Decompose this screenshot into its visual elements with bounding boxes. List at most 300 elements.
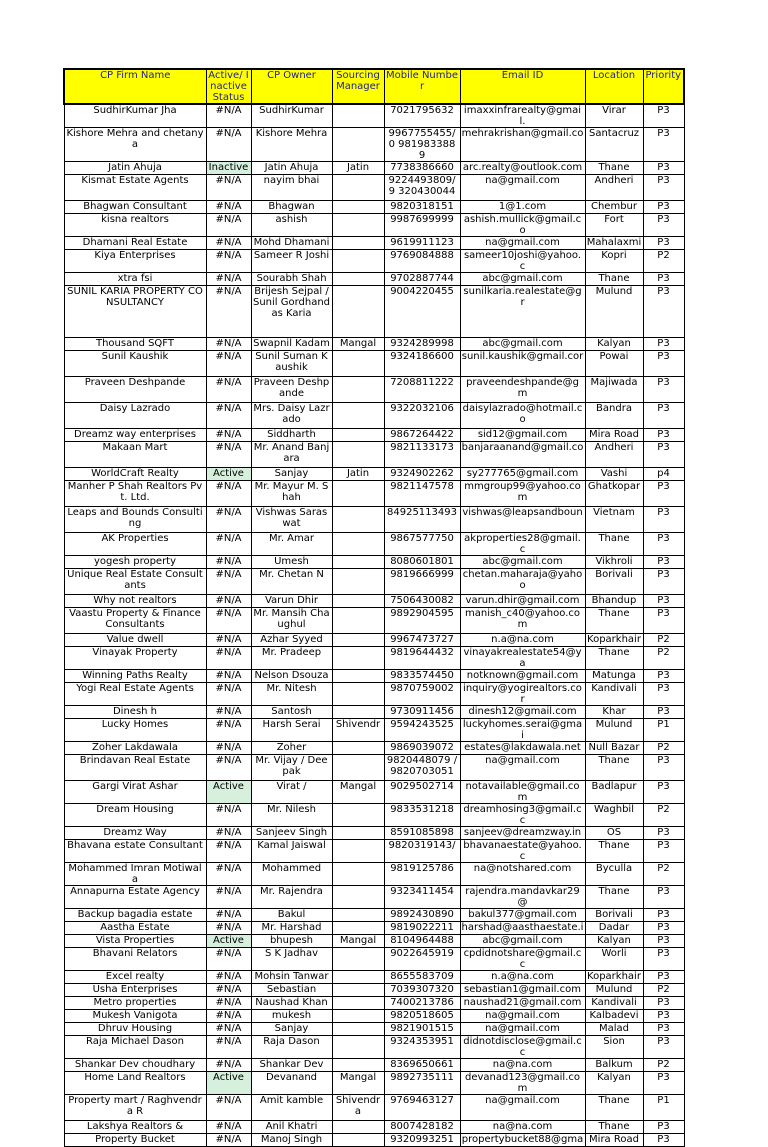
cell-priority: P2 xyxy=(643,250,684,273)
cell-priority: P3 xyxy=(643,608,684,634)
cell-location: Vikhroli xyxy=(585,556,643,569)
cell-sourcing-manager xyxy=(332,175,384,201)
cell-location: Vashi xyxy=(585,468,643,481)
cell-firm-name: Annapurna Estate Agency xyxy=(64,886,206,909)
cell-firm-name: Gargi Virat Ashar xyxy=(64,781,206,804)
cell-email: ashish.mullick@gmail.co xyxy=(460,214,585,237)
cell-owner: Virat / xyxy=(251,781,332,804)
cell-owner: Sunil Suman Kaushik xyxy=(251,351,332,377)
table-row xyxy=(64,595,684,608)
cell-firm-name: Jatin Ahuja xyxy=(64,162,206,175)
cell-status: #N/A xyxy=(206,1134,251,1147)
cell-firm-name: SudhirKumar Jha xyxy=(64,104,206,128)
cell-status: #N/A xyxy=(206,706,251,719)
cell-priority: P3 xyxy=(643,569,684,595)
cell-priority: P3 xyxy=(643,948,684,971)
cell-status: #N/A xyxy=(206,827,251,840)
cell-owner: Nelson Dsouza xyxy=(251,670,332,683)
cell-mobile: 9819022211 xyxy=(384,922,460,935)
table-row xyxy=(64,935,684,948)
cell-sourcing-manager xyxy=(332,886,384,909)
cell-mobile: 9702887744 xyxy=(384,273,460,286)
cell-location: Byculla xyxy=(585,863,643,886)
table-row xyxy=(64,429,684,442)
cell-owner: Santosh xyxy=(251,706,332,719)
cell-owner: S K Jadhav xyxy=(251,948,332,971)
cell-priority: P3 xyxy=(643,886,684,909)
cell-location: Thane xyxy=(585,647,643,670)
cell-firm-name: Daisy Lazrado xyxy=(64,403,206,429)
cell-firm-name: xtra fsi xyxy=(64,273,206,286)
cell-mobile: 9224493809/9 320430044 xyxy=(384,175,460,201)
cell-location: Santacruz xyxy=(585,128,643,162)
cell-status: #N/A xyxy=(206,886,251,909)
cell-location: Mahalaxmi xyxy=(586,237,642,248)
cell-firm-name: Unique Real Estate Consultants xyxy=(64,569,206,595)
cell-email: dreamhosing3@gmail.cc xyxy=(460,804,585,827)
cell-firm-name: Bhavana estate Consultant xyxy=(64,840,206,863)
table-row xyxy=(64,273,684,286)
cell-sourcing-manager: Jatin xyxy=(332,162,384,175)
cell-status: #N/A xyxy=(206,175,251,201)
cell-firm-name: Vinayak Property xyxy=(64,647,206,670)
cell-priority: P3 xyxy=(643,755,684,781)
cell-firm-name: Vista Properties xyxy=(64,935,206,948)
cell-priority: P3 xyxy=(643,1036,684,1059)
cell-sourcing-manager xyxy=(332,804,384,827)
cell-priority: P3 xyxy=(643,128,684,162)
cell-location: Vietnam xyxy=(585,507,643,533)
cell-email: sy277765@gmail.com xyxy=(460,468,585,481)
cell-sourcing-manager xyxy=(332,128,384,162)
cell-status: #N/A xyxy=(206,1059,251,1072)
cell-firm-name: Value dwell xyxy=(64,634,206,647)
cell-owner: Kamal Jaiswal xyxy=(251,840,332,863)
cell-status: #N/A xyxy=(206,377,251,403)
cell-location: Koparkhair xyxy=(585,971,643,984)
cell-status: #N/A xyxy=(206,1023,251,1036)
cell-owner: Sanjay xyxy=(251,1023,332,1036)
cell-firm-name: Vaastu Property & Finance Consultants xyxy=(64,608,206,634)
cell-priority: P3 xyxy=(643,201,684,214)
cell-owner: mukesh xyxy=(251,1010,332,1023)
cell-mobile: 8104964488 xyxy=(384,935,460,948)
cell-mobile: 7208811222 xyxy=(384,377,460,403)
cell-mobile: 9022645919 xyxy=(384,948,460,971)
cell-mobile: 9967755455/0 9819833889 xyxy=(384,128,460,162)
cell-status: #N/A xyxy=(206,909,251,922)
cell-firm-name: Dhamani Real Estate xyxy=(64,237,206,250)
cell-owner: Manoj Singh xyxy=(251,1134,332,1147)
cell-firm-name: Mohammed Imran Motiwala xyxy=(64,863,206,886)
cell-status: #N/A xyxy=(206,442,251,468)
table-row xyxy=(64,1023,684,1036)
cell-mobile: 9769463127 xyxy=(384,1095,460,1121)
table-row xyxy=(64,1010,684,1023)
cell-status: Active xyxy=(206,1072,251,1095)
cell-owner: bhupesh xyxy=(251,935,332,948)
cell-priority: P2 xyxy=(643,984,684,997)
cell-firm-name: Makaan Mart xyxy=(64,442,206,468)
cell-status: #N/A xyxy=(206,863,251,886)
cell-location: Fort xyxy=(585,214,643,237)
cell-priority: p4 xyxy=(643,468,684,481)
cell-owner: Jatin Ahuja xyxy=(251,162,332,175)
cell-location: Kalyan xyxy=(585,338,643,351)
cell-mobile: 7506430082 xyxy=(384,595,460,608)
cell-email: dinesh12@gmail.com xyxy=(460,706,585,719)
cell-status: #N/A xyxy=(206,273,251,286)
cell-email: propertybucket88@gma xyxy=(461,1134,584,1145)
cell-firm-name: Kishore Mehra and chetanya xyxy=(64,128,206,162)
table-row xyxy=(64,886,684,909)
cell-status: #N/A xyxy=(206,214,251,237)
cell-firm-name: Leaps and Bounds Consulting xyxy=(64,507,206,533)
table-row xyxy=(64,1134,684,1147)
cell-status: #N/A xyxy=(206,569,251,595)
cell-status: #N/A xyxy=(206,1095,251,1121)
cell-status: #N/A xyxy=(206,683,251,706)
cell-location: Kalbadevi xyxy=(585,1010,643,1023)
cell-owner: Mr. Anand Banjara xyxy=(251,442,332,468)
cell-owner: Sameer R Joshi xyxy=(251,250,332,273)
cell-firm-name: Dream Housing xyxy=(64,804,206,827)
cell-location: Bhandup xyxy=(585,595,643,608)
cell-location: Borivali xyxy=(585,909,643,922)
cell-sourcing-manager xyxy=(332,507,384,533)
cell-priority: P3 xyxy=(643,971,684,984)
cell-mobile: 9820448079 / 9820703051 xyxy=(384,755,460,781)
cell-mobile: 9833531218 xyxy=(384,804,460,827)
cell-sourcing-manager xyxy=(332,442,384,468)
cell-email: rajendra.mandavkar29@ xyxy=(460,886,585,909)
cell-status: #N/A xyxy=(206,201,251,214)
table-row xyxy=(64,403,684,429)
cell-firm-name: WorldCraft Realty xyxy=(64,468,206,481)
cell-location: Virar xyxy=(585,104,643,128)
cell-owner: Sourabh Shah xyxy=(251,273,332,286)
cell-email: varun.dhir@gmail.com xyxy=(460,595,585,608)
cell-firm-name: Thousand SQFT xyxy=(64,338,206,351)
cell-status: #N/A xyxy=(206,997,251,1010)
cell-email: na@gmail.com xyxy=(460,1010,585,1023)
cell-location: Thane xyxy=(585,1095,643,1121)
cell-email: harshad@aasthaestate.i xyxy=(461,922,584,933)
cell-firm-name: Why not realtors xyxy=(64,595,206,608)
cell-owner: Mr. Mansih Chaughul xyxy=(251,608,332,634)
cell-firm-name: Shankar Dev choudhary xyxy=(64,1059,206,1072)
cell-location: Thane xyxy=(585,273,643,286)
cell-firm-name: Praveen Deshpande xyxy=(64,377,206,403)
cp-firm-table xyxy=(63,68,685,1147)
cell-firm-name: Dreamz way enterprises xyxy=(64,429,206,442)
cell-location: Thane xyxy=(585,1121,643,1134)
cell-priority: P3 xyxy=(643,237,684,250)
cell-location: Khar xyxy=(585,706,643,719)
cell-location: Balkum xyxy=(585,1059,643,1072)
cell-email: na@gmail.com xyxy=(460,1023,585,1036)
cell-mobile: 8655583709 xyxy=(384,971,460,984)
cell-status: Active xyxy=(206,781,251,804)
cell-firm-name: Aastha Estate xyxy=(64,922,206,935)
cell-email: mehrakrishan@gmail.co xyxy=(460,128,585,162)
cell-sourcing-manager xyxy=(332,556,384,569)
cell-email: notknown@gmail.com xyxy=(460,670,585,683)
cell-priority: P3 xyxy=(643,286,684,338)
cell-location: Kandivali xyxy=(585,997,643,1010)
cell-location: OS xyxy=(585,827,643,840)
cell-email: vishwas@leapsandboun xyxy=(460,507,585,533)
table-row xyxy=(64,755,684,781)
cell-mobile: 9820518605 xyxy=(384,1010,460,1023)
cell-sourcing-manager: Shivendr a xyxy=(332,1095,384,1121)
header-priority: Priority xyxy=(643,69,684,104)
table-row xyxy=(64,827,684,840)
cell-priority: P3 xyxy=(643,1023,684,1036)
cell-mobile: 7039307320 xyxy=(384,984,460,997)
cell-mobile: 9320993251 xyxy=(384,1134,460,1147)
cell-owner: Sanjay xyxy=(251,468,332,481)
cell-owner: Mr. Pradeep xyxy=(251,647,332,670)
cell-priority: P3 xyxy=(643,935,684,948)
header-cp-firm-name: CP Firm Name xyxy=(64,69,206,104)
cell-owner: Varun Dhir xyxy=(251,595,332,608)
cell-email: akproperties28@gmail.c xyxy=(460,533,585,556)
cell-status: #N/A xyxy=(206,984,251,997)
cell-firm-name: Backup bagadia estate xyxy=(64,909,206,922)
cell-location: Chembur xyxy=(585,201,643,214)
cell-sourcing-manager xyxy=(332,201,384,214)
cell-mobile: 9867264422 xyxy=(384,429,460,442)
cell-email: arc.realty@outlook.com xyxy=(460,162,585,175)
table-row xyxy=(64,286,684,338)
cell-priority: P3 xyxy=(643,670,684,683)
cell-mobile: 9821147578 xyxy=(384,481,460,507)
cell-location: Badlapur xyxy=(585,781,643,804)
cell-email: sid12@gmail.com xyxy=(460,429,585,442)
cell-firm-name: Home Land Realtors xyxy=(64,1072,206,1095)
cell-location: Mulund xyxy=(585,719,643,742)
cell-priority: P3 xyxy=(643,273,684,286)
cell-mobile: 9619911123 xyxy=(384,237,460,250)
table-row xyxy=(64,250,684,273)
cell-sourcing-manager xyxy=(332,403,384,429)
cell-status: #N/A xyxy=(206,250,251,273)
cell-sourcing-manager xyxy=(332,755,384,781)
cell-email: na@gmail.com xyxy=(460,175,585,201)
cell-location: Thane xyxy=(585,886,643,909)
cell-status: #N/A xyxy=(206,719,251,742)
cell-status: #N/A xyxy=(206,1010,251,1023)
cell-mobile: 9821901515 xyxy=(384,1023,460,1036)
cell-status: #N/A xyxy=(206,608,251,634)
cell-mobile: 9029502714 xyxy=(384,781,460,804)
header-mobile-number: Mobile Number xyxy=(384,69,460,104)
cell-location: Mulund xyxy=(585,286,643,338)
cell-owner: Shankar Dev xyxy=(251,1059,332,1072)
cell-firm-name: SUNIL KARIA PROPERTY CONSULTANCY xyxy=(64,286,206,338)
cell-location: Thane xyxy=(585,755,643,781)
cell-priority: P3 xyxy=(643,507,684,533)
table-row xyxy=(64,863,684,886)
cell-firm-name: Lakshya Realtors & xyxy=(64,1121,206,1134)
cell-owner: Azhar Syyed xyxy=(251,634,332,647)
cell-sourcing-manager xyxy=(332,909,384,922)
cell-priority: P3 xyxy=(643,533,684,556)
cell-location: Thane xyxy=(585,162,643,175)
cell-firm-name: Dhruv Housing xyxy=(64,1023,206,1036)
table-row xyxy=(64,683,684,706)
cell-email: banjaraanand@gmail.co xyxy=(460,442,585,468)
cell-sourcing-manager xyxy=(332,971,384,984)
cell-location: Majiwada xyxy=(585,377,643,403)
cell-email: cpdidnotshare@gmail.cc xyxy=(460,948,585,971)
table-row xyxy=(64,647,684,670)
cell-owner: Umesh xyxy=(251,556,332,569)
cell-email: na@gmail.com xyxy=(460,237,585,250)
cell-status: #N/A xyxy=(206,104,251,128)
table-row xyxy=(64,468,684,481)
cell-mobile: 9730911456 xyxy=(384,706,460,719)
cell-sourcing-manager xyxy=(332,1121,384,1134)
table-row xyxy=(64,670,684,683)
table-row xyxy=(64,377,684,403)
cell-location: Sion xyxy=(585,1036,643,1059)
cell-location: Dadar xyxy=(585,922,643,935)
cell-status: #N/A xyxy=(206,647,251,670)
cell-location: Ghatkopar xyxy=(585,481,643,507)
cell-priority: P3 xyxy=(643,683,684,706)
cell-location: Mira Road xyxy=(585,1134,643,1147)
cell-sourcing-manager xyxy=(332,569,384,595)
cell-owner: Mr. Mayur M. Shah xyxy=(251,481,332,507)
cell-location: Matunga xyxy=(585,670,643,683)
cell-location: Null Bazar xyxy=(585,742,643,755)
cell-priority: P3 xyxy=(643,997,684,1010)
cell-firm-name: Lucky Homes xyxy=(64,719,206,742)
header-email-id: Email ID xyxy=(460,69,585,104)
cell-priority: P2 xyxy=(643,742,684,755)
cell-owner: Mr. Nilesh xyxy=(251,804,332,827)
cell-sourcing-manager xyxy=(332,250,384,273)
cell-firm-name: Kismat Estate Agents xyxy=(64,175,206,201)
cell-priority: P3 xyxy=(643,1134,684,1147)
table-header xyxy=(64,69,684,104)
cell-owner: Sebastian xyxy=(251,984,332,997)
cell-email: didnotdisclose@gmail.cc xyxy=(460,1036,585,1059)
cell-status: #N/A xyxy=(206,338,251,351)
cell-sourcing-manager xyxy=(332,286,384,338)
cell-location: Kalyan xyxy=(585,935,643,948)
cell-status: #N/A xyxy=(206,670,251,683)
cell-priority: P3 xyxy=(643,781,684,804)
cell-owner: Naushad Khan xyxy=(251,997,332,1010)
cell-firm-name: Winning Paths Realty xyxy=(64,670,206,683)
cell-location: Kalyan xyxy=(585,1072,643,1095)
cell-sourcing-manager xyxy=(332,1036,384,1059)
cell-mobile: 7400213786 xyxy=(384,997,460,1010)
cell-owner: nayim bhai xyxy=(251,175,332,201)
table-row xyxy=(64,909,684,922)
table-row xyxy=(64,237,684,250)
cell-owner: Mohammed xyxy=(251,863,332,886)
cell-sourcing-manager xyxy=(332,237,384,250)
table-row xyxy=(64,840,684,863)
cell-email: bakul377@gmail.com xyxy=(460,909,585,922)
cell-status: #N/A xyxy=(206,804,251,827)
cell-sourcing-manager xyxy=(332,481,384,507)
cell-location: Bandra xyxy=(585,403,643,429)
header-sourcing-manager: Sourcing Manager xyxy=(332,69,384,104)
cell-sourcing-manager xyxy=(332,863,384,886)
cell-sourcing-manager xyxy=(332,273,384,286)
table-row xyxy=(64,128,684,162)
cell-email: sunilkaria.realestate@gr xyxy=(460,286,585,338)
cell-priority: P3 xyxy=(643,556,684,569)
table-row xyxy=(64,175,684,201)
cell-email: vinayakrealestate54@ya xyxy=(460,647,585,670)
cell-email: notavailable@gmail.com xyxy=(460,781,585,804)
cell-mobile: 9819125786 xyxy=(384,863,460,886)
cell-priority: P3 xyxy=(643,175,684,201)
cell-email: abc@gmail.com xyxy=(460,935,585,948)
cell-location: Koparkhair xyxy=(585,634,643,647)
table-row xyxy=(64,162,684,175)
cell-priority: P3 xyxy=(643,351,684,377)
cell-status: #N/A xyxy=(206,634,251,647)
cell-sourcing-manager xyxy=(332,742,384,755)
cell-status: #N/A xyxy=(206,755,251,781)
cell-email: abc@gmail.com xyxy=(460,338,585,351)
cell-mobile: 8591085898 xyxy=(384,827,460,840)
cell-firm-name: Bhagwan Consultant xyxy=(64,201,206,214)
cell-firm-name: Property mart / Raghvendra R xyxy=(64,1095,206,1121)
cell-owner: Amit kamble xyxy=(251,1095,332,1121)
cell-status: #N/A xyxy=(206,948,251,971)
cell-firm-name: yogesh property xyxy=(64,556,206,569)
table-row xyxy=(64,706,684,719)
cell-email: na@na.com xyxy=(460,1059,585,1072)
cell-status: #N/A xyxy=(206,533,251,556)
cell-location: Andheri xyxy=(585,442,643,468)
cell-location: Worli xyxy=(585,948,643,971)
cell-sourcing-manager xyxy=(332,608,384,634)
cell-owner: ashish xyxy=(251,214,332,237)
cell-location: Thane xyxy=(585,840,643,863)
cell-firm-name: Mukesh Vanigota xyxy=(64,1010,206,1023)
cell-owner: Kishore Mehra xyxy=(251,128,332,162)
table-row xyxy=(64,1036,684,1059)
cell-sourcing-manager xyxy=(332,634,384,647)
cell-firm-name: Zoher Lakdawala xyxy=(64,742,206,755)
table-row xyxy=(64,533,684,556)
cell-mobile: 9820318151 xyxy=(384,201,460,214)
cell-email: praveendeshpande@gm xyxy=(460,377,585,403)
cell-status: #N/A xyxy=(206,351,251,377)
cell-sourcing-manager xyxy=(332,1134,384,1147)
table-row xyxy=(64,351,684,377)
table-row xyxy=(64,1121,684,1134)
table-row xyxy=(64,481,684,507)
cell-priority: P3 xyxy=(643,403,684,429)
cell-firm-name: Dinesh h xyxy=(64,706,206,719)
cell-email: sanjeev@dreamzway.in xyxy=(460,827,585,840)
cell-mobile: 9323411454 xyxy=(384,886,460,909)
cell-sourcing-manager xyxy=(332,922,384,935)
cell-sourcing-manager xyxy=(332,351,384,377)
cell-email: naushad21@gmail.com xyxy=(460,997,585,1010)
cell-location: Kopri xyxy=(585,250,643,273)
